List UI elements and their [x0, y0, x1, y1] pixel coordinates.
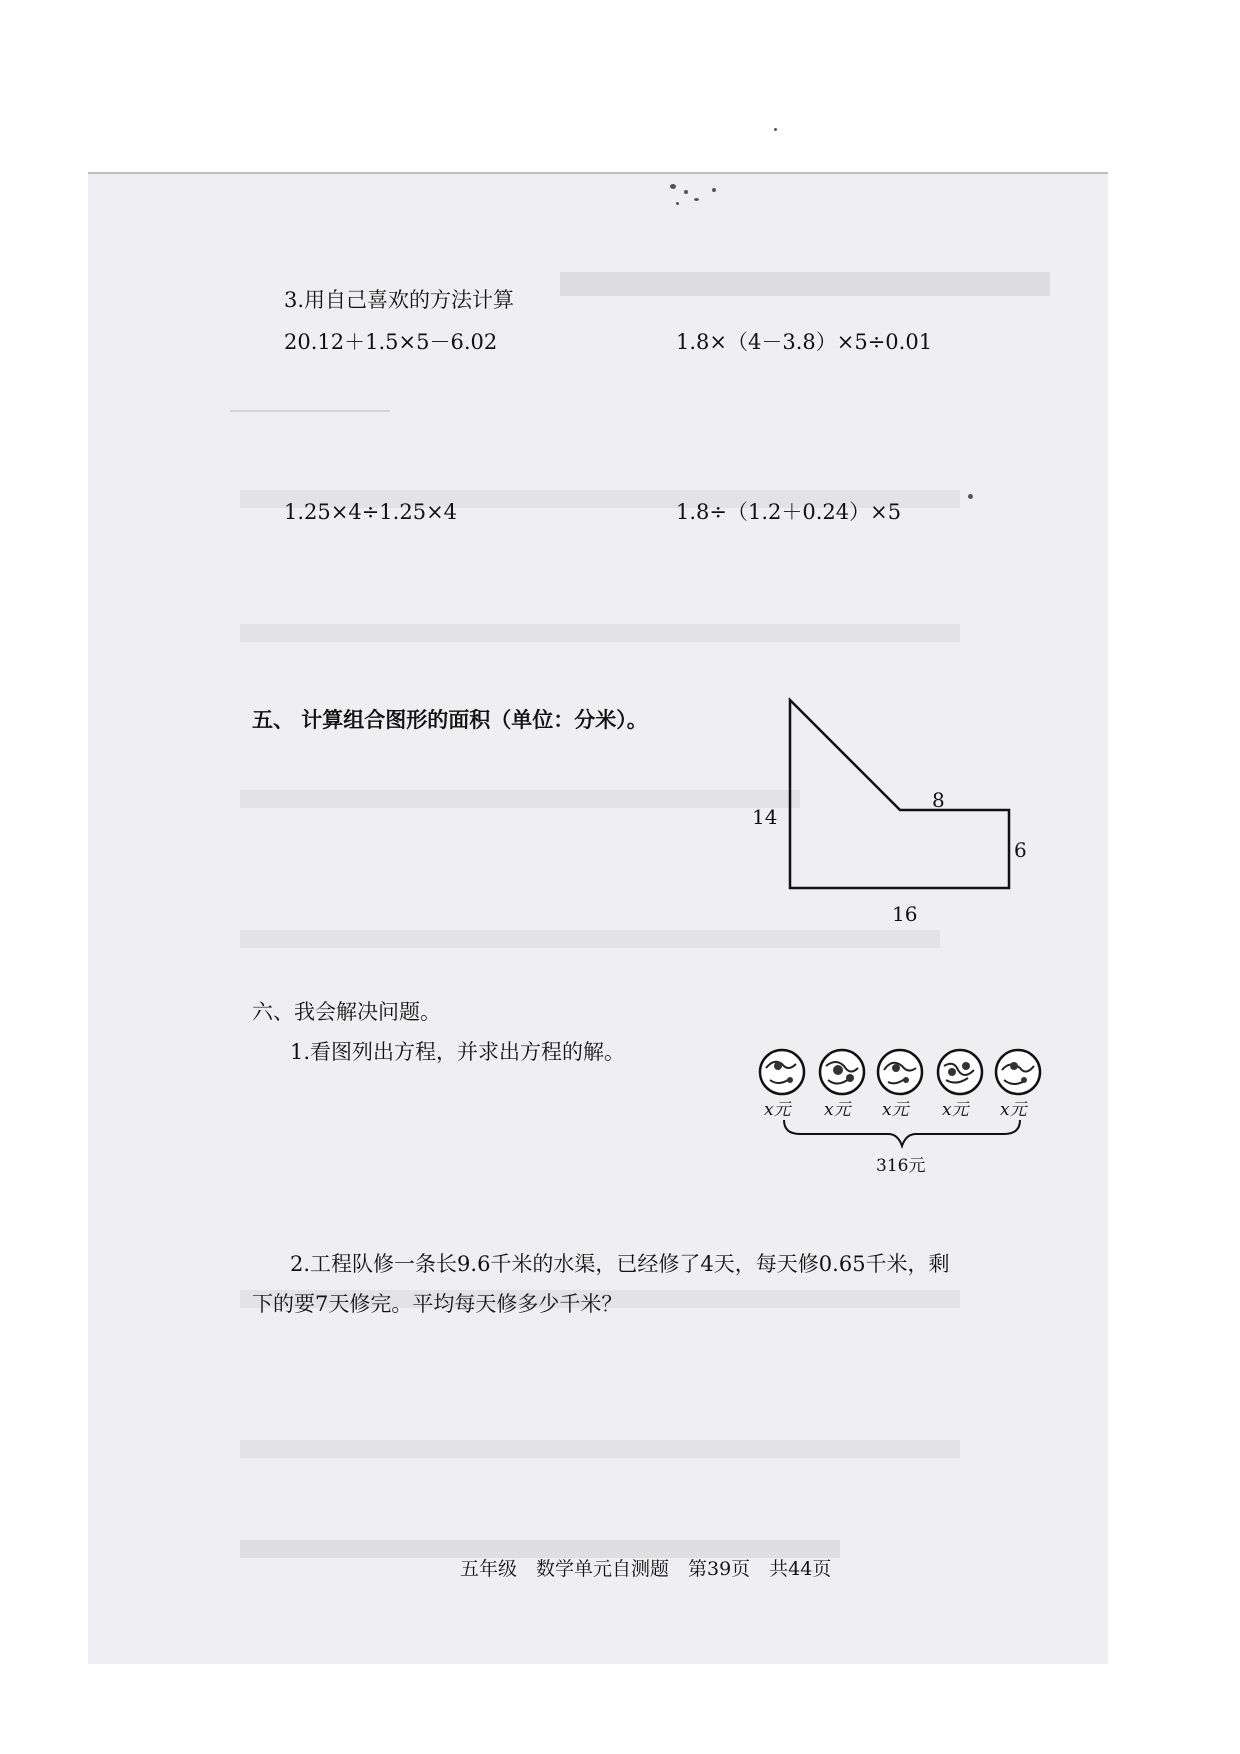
expression-3: 1.25×4÷1.25×4	[284, 500, 458, 524]
question-2-line-2: 下的要7天修完。平均每天修多少千米？	[252, 1292, 623, 1316]
dim-bottom: 16	[892, 902, 918, 926]
expression-1: 20.12＋1.5×5－6.02	[284, 330, 498, 354]
page-footer: 五年级 数学单元自测题 第39页 共44页	[460, 1558, 832, 1580]
expression-4: 1.8÷（1.2＋0.24）×5	[676, 500, 902, 524]
dim-right: 6	[1014, 838, 1027, 862]
ball-price-1: x元	[764, 1100, 791, 1120]
ball-price-2: x元	[824, 1100, 851, 1120]
total-price: 316元	[876, 1156, 926, 1176]
ball-icon	[820, 1050, 864, 1094]
ball-icon	[996, 1050, 1040, 1094]
ball-price-5: x元	[1000, 1100, 1027, 1120]
expression-2: 1.8×（4－3.8）×5÷0.01	[676, 330, 933, 354]
total-brace	[784, 1120, 1020, 1146]
question-2-line-1: 2.工程队修一条长9.6千米的水渠，已经修了4天，每天修0.65千米，剩	[290, 1252, 950, 1276]
section3-title: 3.用自己喜欢的方法计算	[284, 288, 515, 312]
question-1: 1.看图列出方程，并求出方程的解。	[290, 1040, 626, 1064]
section5-title: 五、 计算组合图形的面积（单位：分米）。	[252, 708, 648, 732]
section6-title: 六、我会解决问题。	[252, 1000, 441, 1024]
ball-icon	[878, 1050, 922, 1094]
ball-icon	[938, 1050, 982, 1094]
ball-icon	[760, 1050, 804, 1094]
dim-left: 14	[752, 805, 778, 829]
ball-price-4: x元	[942, 1100, 969, 1120]
dim-slant: 8	[932, 788, 945, 812]
ball-price-3: x元	[882, 1100, 909, 1120]
